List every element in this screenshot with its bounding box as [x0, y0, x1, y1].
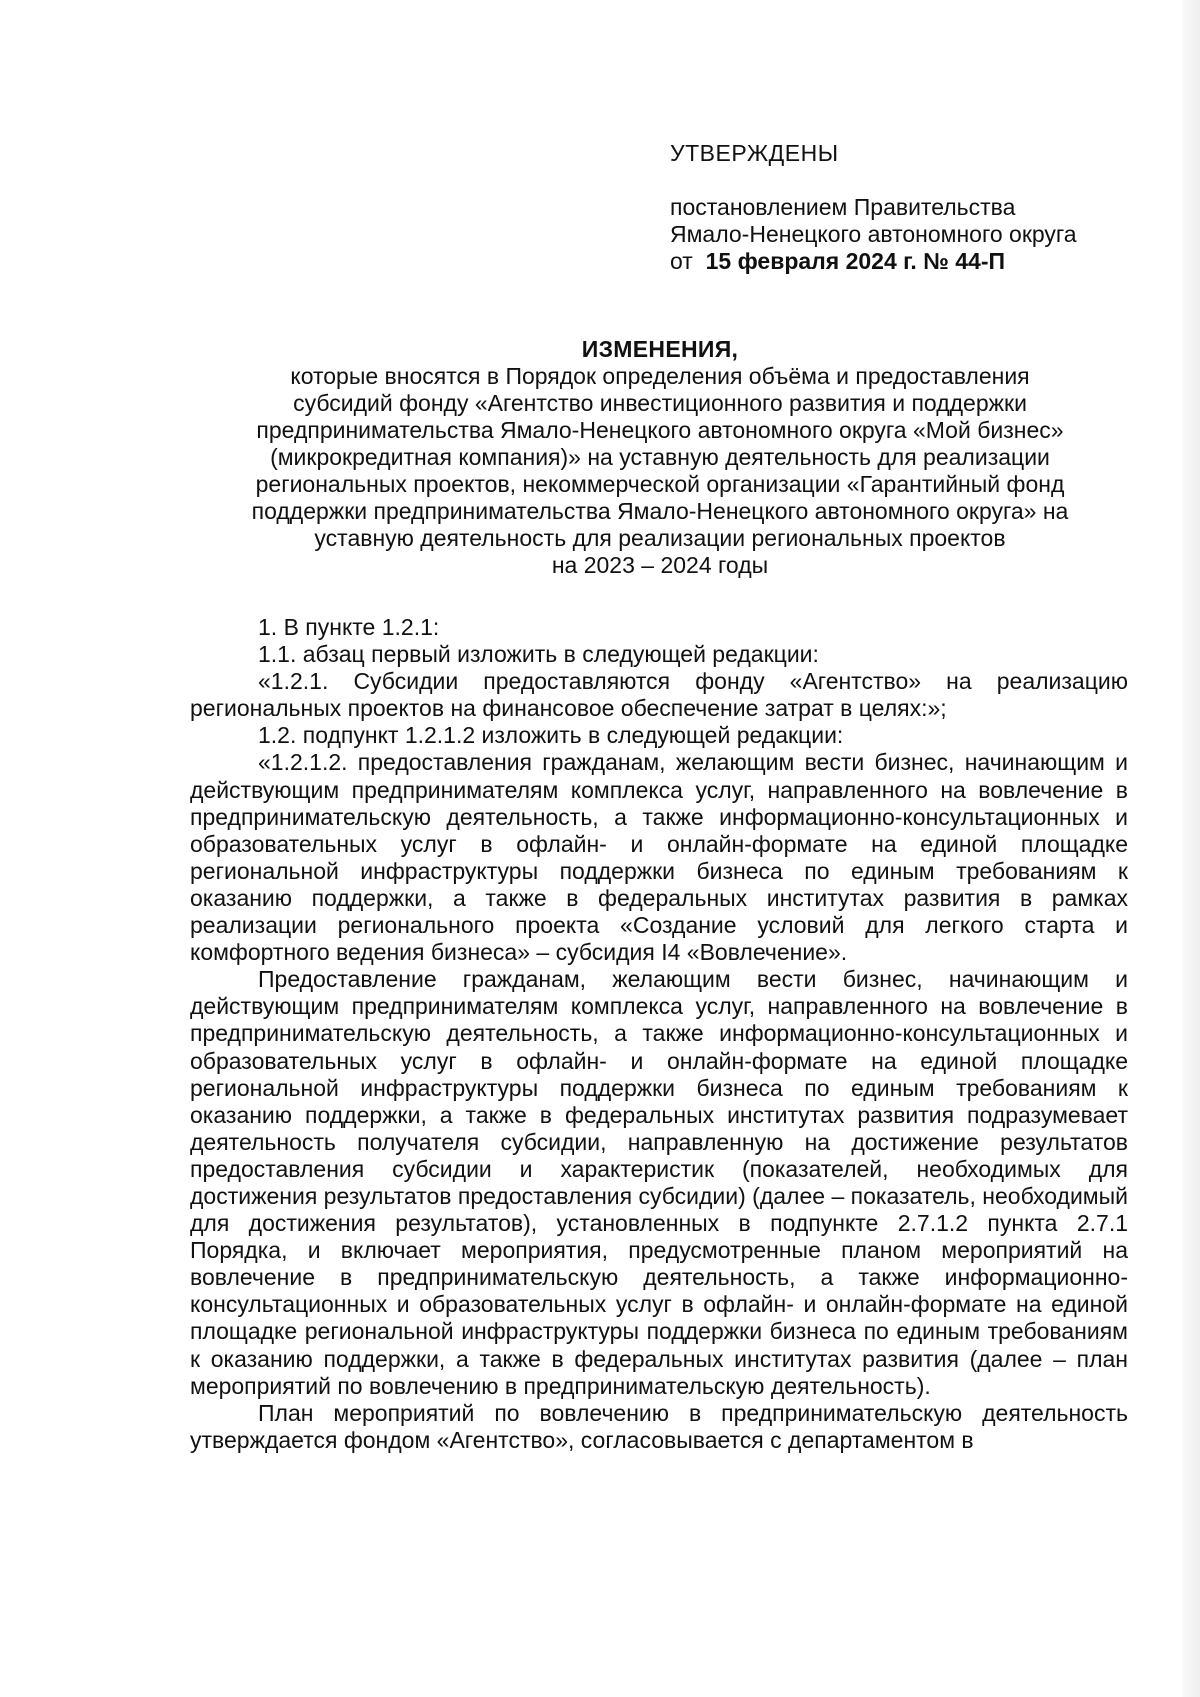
page-edge-shadow: [1182, 0, 1200, 1697]
paragraph-3: Предоставление гражданам, желающим вести бизнес, начинающим и действующим предпринимателям комплекса услуг, направленного на вовлечение в предпринимательскую деятельность, а также информационно-консультационных и образовательных услуг в офлайн- и онлайн-формате на единой площадке региональной инфраструктуры поддержки бизнеса по единым требованиям к оказанию поддержки, а также в федеральных институтах развития подразумевает деятельность получателя субсидии, направленную на достижение результатов предоставления субсидии и характеристик (показателей, необходимых для достижения результатов предоставления субсидии) (далее – показатель, необходимый для достижения результатов), установленных в подпункте 2.7.1.2 пункта 2.7.1 Порядка, и включает мероприятия, предусмотренные планом мероприятий на вовлечение в предпринимательскую деятельность, а также информационно-консультационных и образовательных услуг в офлайн- и онлайн-формате на единой площадке региональной инфраструктуры поддержки бизнеса по единым требованиям к оказанию поддержки, а также в федеральных институтах развития (далее – план мероприятий по вовлечению в предпринимательскую деятельность).: [190, 966, 1128, 1399]
paragraph-item-1-2: 1.2. подпункт 1.2.1.2 изложить в следующей редакции:: [258, 722, 844, 749]
approval-line-1: постановлением Правительства: [670, 194, 1016, 220]
title-line: предпринимательства Ямало-Ненецкого автономного округа «Мой бизнес»: [256, 417, 1064, 443]
approval-date-number: 15 февраля 2024 г. № 44-П: [705, 248, 1006, 274]
approval-date-prefix: от: [670, 248, 693, 274]
title-main: ИЗМЕНЕНИЯ,: [581, 336, 739, 362]
title-line: поддержки предпринимательства Ямало-Ненецкого автономного округа» на: [251, 498, 1069, 524]
approval-date: [670, 248, 1077, 275]
paragraph-4: План мероприятий по вовлечению в предпринимательскую деятельность утверждается фондом «Агентство», согласовывается с департаментом в: [190, 1399, 1128, 1453]
title-line: которые вносятся в Порядок определения объёма и предоставления: [290, 363, 1030, 389]
paragraph-item-1: 1. В пункте 1.2.1:: [258, 614, 440, 640]
title-line: уставную деятельность для реализации региональных проектов: [314, 525, 1006, 551]
paragraph-quote-1: «1.2.1. Субсидии предоставляются фонду «Агентство» на реализацию региональных проектов на финансовое обеспечение затрат в целях:»;: [190, 668, 1128, 722]
title-line: на 2023 – 2024 годы: [551, 552, 769, 578]
title-line: региональных проектов, некоммерческой организации «Гарантийный фонд: [255, 471, 1065, 497]
document-title: [195, 336, 1125, 579]
approval-line-2: Ямало-Ненецкого автономного округа: [670, 221, 1077, 247]
paragraph-item-1-1: 1.1. абзац первый изложить в следующей редакции:: [258, 641, 819, 668]
title-line: субсидий фонду «Агентство инвестиционного развития и поддержки: [293, 390, 1027, 416]
approval-heading: УТВЕРЖДЕНЫ: [670, 140, 839, 166]
paragraph-quote-2: «1.2.1.2. предоставления гражданам, желающим вести бизнес, начинающим и действующим предпринимателям комплекса услуг, направленного на вовлечение в предпринимательскую деятельность, а также информационно-консультационных и образовательных услуг в офлайн- и онлайн-формате на единой площадке региональной инфраструктуры поддержки бизнеса по единым требованиям к оказанию поддержки, а также в федеральных институтах развития в рамках реализации регионального проекта «Создание условий для легкого старта и комфортного ведения бизнеса» – субсидия I4 «Вовлечение».: [190, 749, 1128, 966]
document-body: [190, 614, 1128, 1454]
approval-stamp: [670, 140, 1077, 275]
title-line: (микрокредитная компания)» на уставную деятельность для реализации: [270, 444, 1050, 470]
